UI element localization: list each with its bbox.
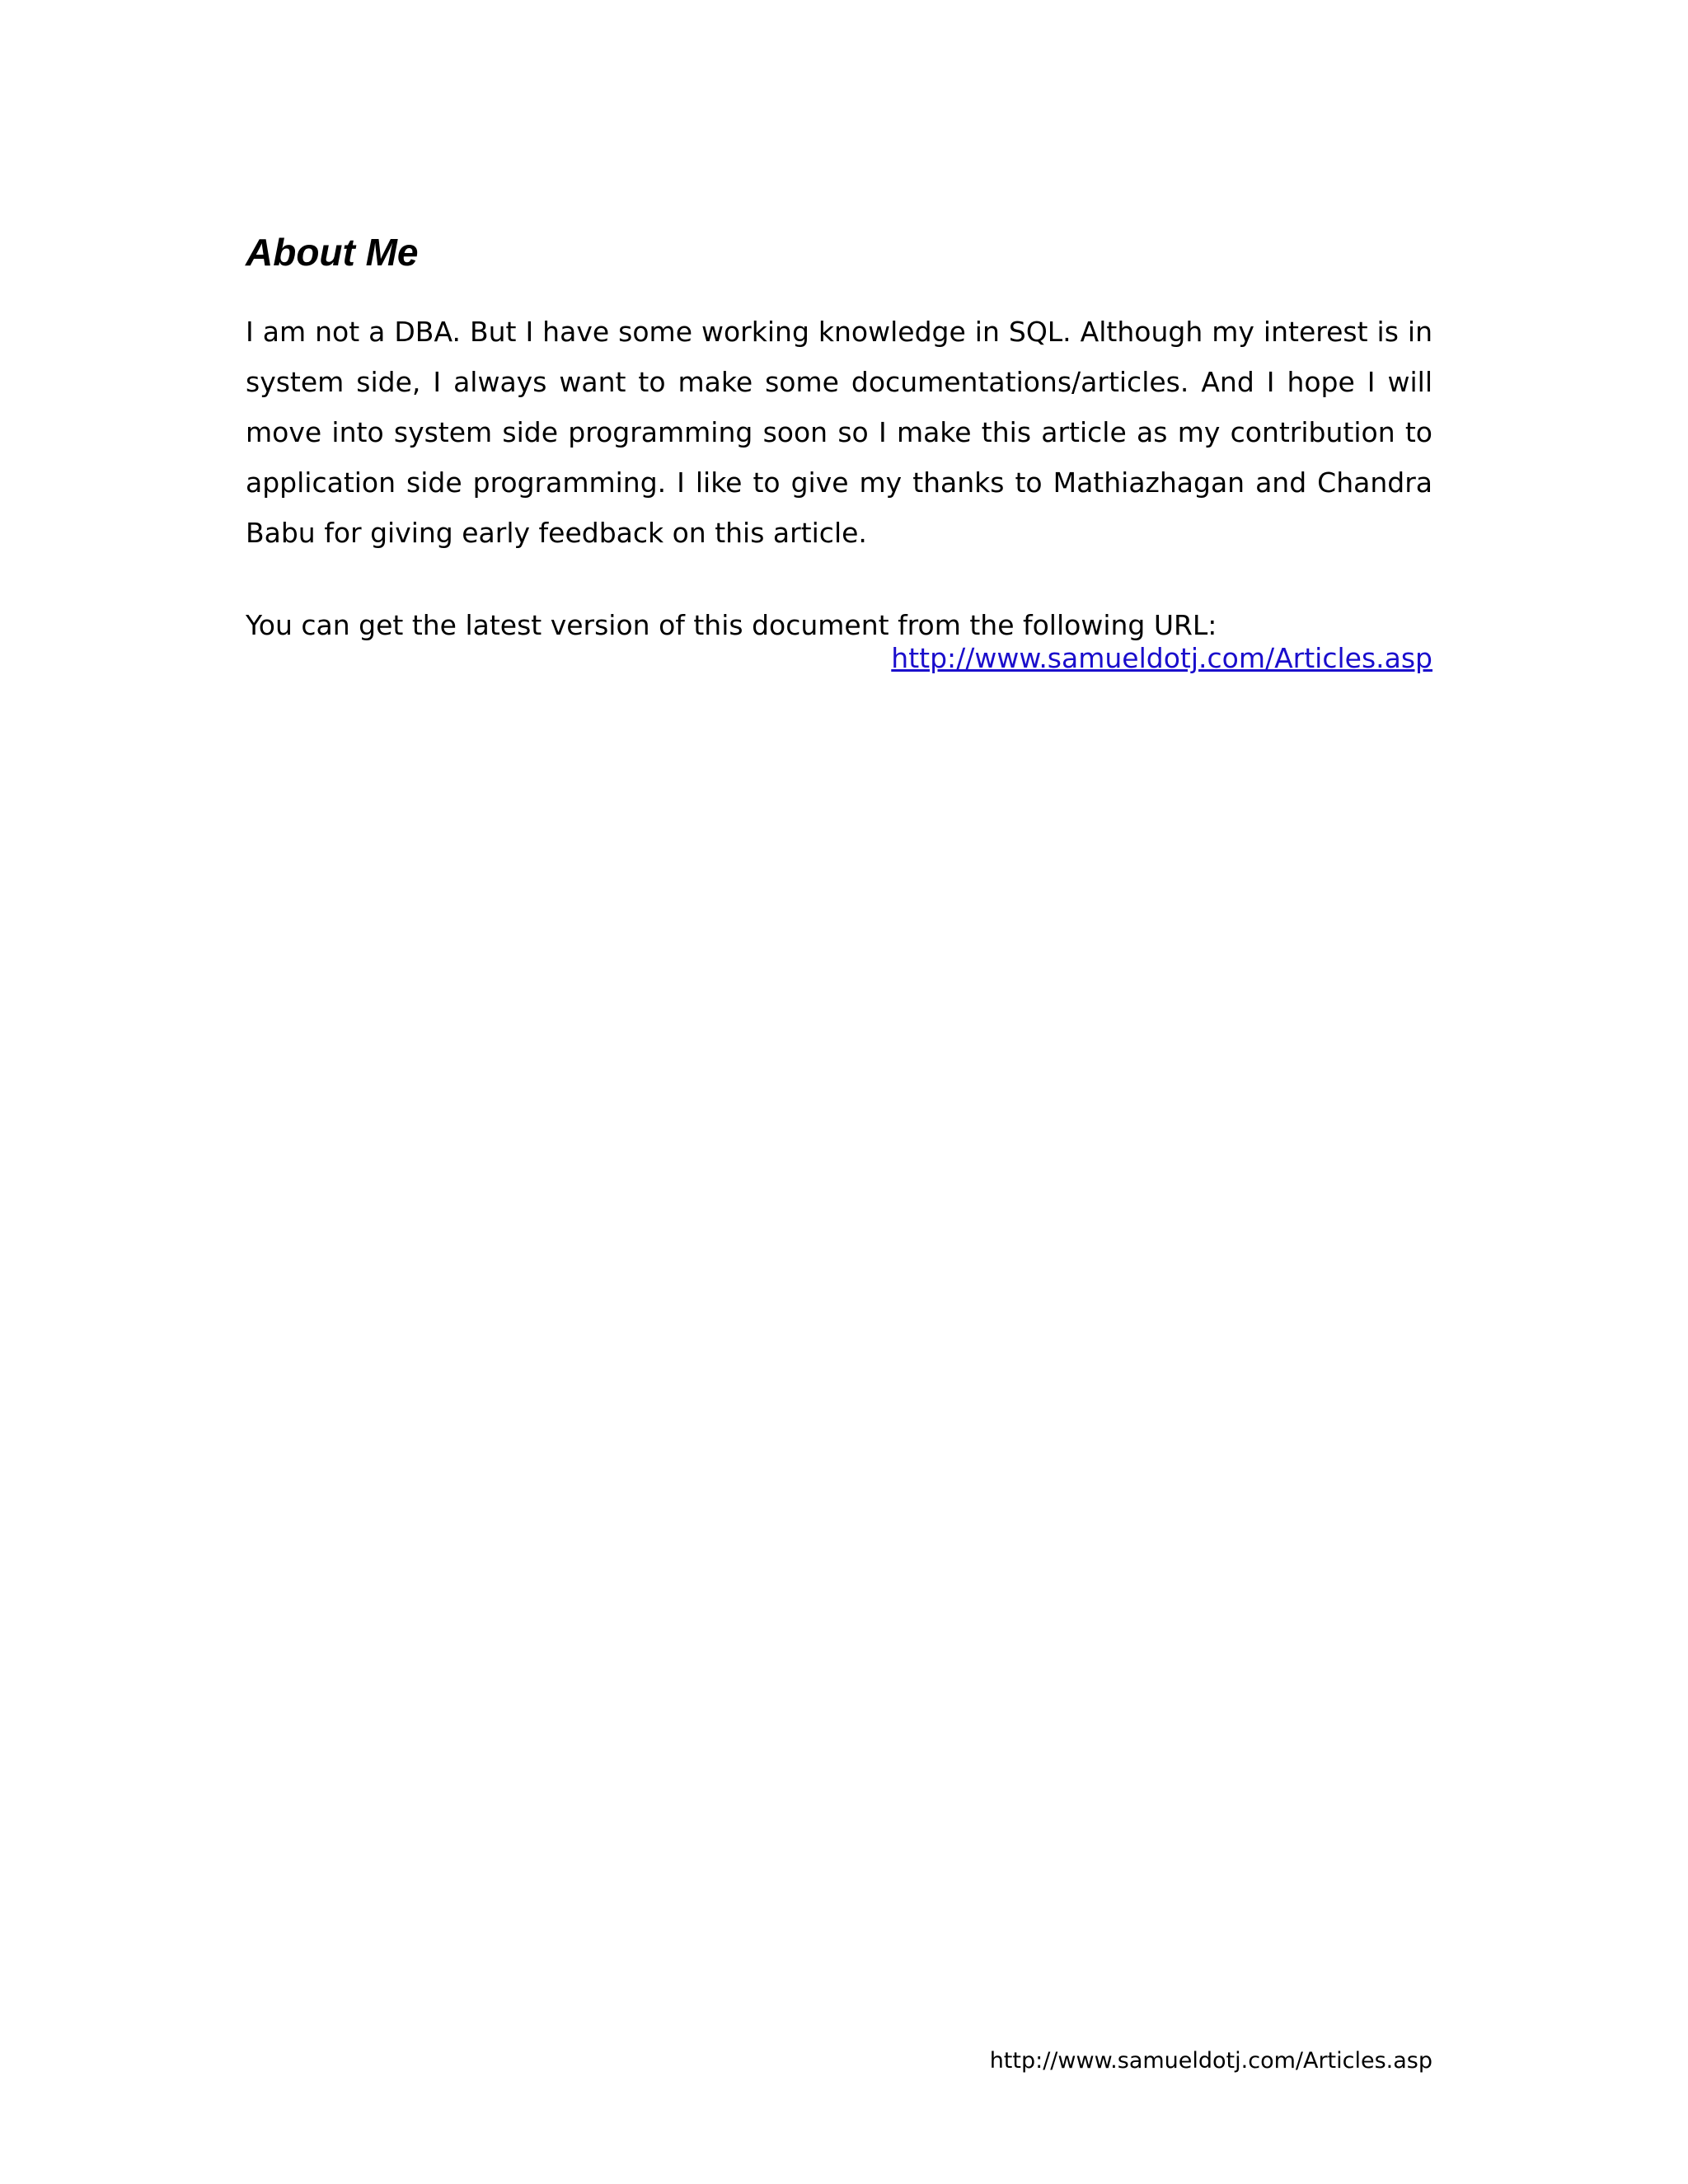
url-line xyxy=(246,642,1432,675)
url-intro-text: You can get the latest version of this document from the following URL: xyxy=(246,609,1217,641)
about-paragraph: I am not a DBA. But I have some working knowledge in SQL. Although my interest is in system side, I always want to make some documentations/articles. And I hope I will move into system side programming soon so I make this article as my contribution to application side programming. I like to give my thanks to Mathiazhagan and Chandra Babu for giving early feedback on this article. xyxy=(246,316,1432,549)
section-heading: About Me xyxy=(246,231,419,274)
document-content xyxy=(246,229,1432,675)
articles-link[interactable]: http://www.samueldotj.com/Articles.asp xyxy=(891,642,1432,674)
page-footer-url: http://www.samueldotj.com/Articles.asp xyxy=(989,2048,1432,2074)
